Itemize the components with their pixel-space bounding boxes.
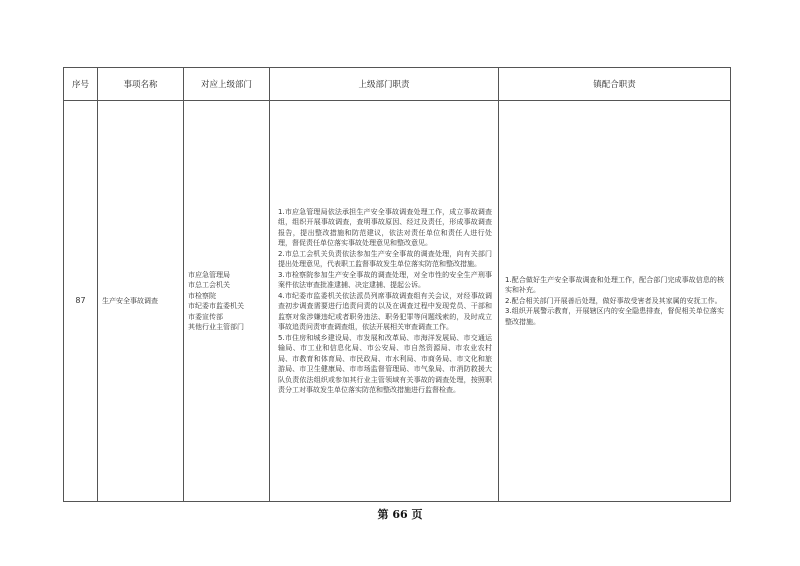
responsibility-table (63, 67, 731, 502)
department-item: 市检察院 (188, 291, 216, 300)
header-superior-department: 对应上级部门 (184, 68, 270, 101)
duty-paragraph: 4.市纪委市监委机关依法派员列席事故调查组有关会议，对经事故调查初步调查需要进行追责问责的以及在调查过程中发现党员、干部和监察对象涉嫌违纪或者职务违法、职务犯罪等问题线索的，及时成立事故追责问责审查调查组，依法开展相关审查调查工作。 (278, 291, 492, 331)
header-town-duties: 镇配合职责 (499, 68, 731, 101)
department-item: 市应急管理局 (188, 270, 230, 279)
row-departments (184, 101, 270, 502)
table-header-row (64, 68, 731, 101)
row-item-name: 生产安全事故调查 (98, 101, 184, 502)
header-number: 序号 (64, 68, 98, 101)
department-item: 市纪委市监委机关 (188, 302, 244, 310)
department-item: 市总工会机关 (188, 281, 230, 289)
town-duty-paragraph: 1.配合做好生产安全事故调查和处理工作，配合部门完成事故信息的核实和补充。 (505, 275, 724, 295)
town-duty-paragraph: 2.配合相关部门开展善后处理，做好事故受害者及其家属的安抚工作。 (505, 296, 722, 305)
duty-paragraph: 3.市检察院参加生产安全事故的调查处理，对全市性的安全生产刑事案件依法审查批准逮捕、决定逮捕、提起公诉。 (278, 270, 492, 289)
duty-paragraph: 5.市住房和城乡建设局、市发展和改革局、市海洋发展局、市交通运输局、市工业和信息化局、市公安局、市自然资源局、市农业农村局、市教育和体育局、市民政局、市水利局、市商务局、市文化和旅游局、市卫生健康局、市市场监督管理局、市气象局、市消防救援大队负责依法组织或参加其行业主管领域有关事故的调查处理，按照职责分工对事故发生单位落实防范和整改措施进行监督检查。 (278, 333, 492, 394)
department-item: 其他行业主管部门 (188, 323, 244, 331)
town-duty-paragraph: 3.组织开展警示教育，开展辖区内的安全隐患排查，督促相关单位落实整改措施。 (505, 307, 724, 326)
duty-paragraph: 1.市应急管理局依法承担生产安全事故调查处理工作，成立事故调查组，组织开展事故调查，查明事故原因、经过及责任，形成事故调查报告，提出整改措施和防范建议，依法对责任单位和责任人进行处理，督促责任单位落实事故处理意见和整改意见。 (278, 207, 492, 247)
row-town-duties (499, 101, 731, 502)
row-number: 87 (64, 101, 98, 502)
header-superior-duties: 上级部门职责 (270, 68, 499, 101)
row-superior-duties (270, 101, 499, 502)
table-row (64, 101, 731, 502)
department-item: 市委宣传部 (188, 312, 223, 321)
page-number: 第 66 页 (377, 508, 423, 521)
duty-paragraph: 2.市总工会机关负责依法参加生产安全事故的调查处理，向有关部门提出处理意见，代表职工监督事故发生单位落实防范和整改措施。 (278, 249, 492, 268)
header-item-name: 事项名称 (98, 68, 184, 101)
